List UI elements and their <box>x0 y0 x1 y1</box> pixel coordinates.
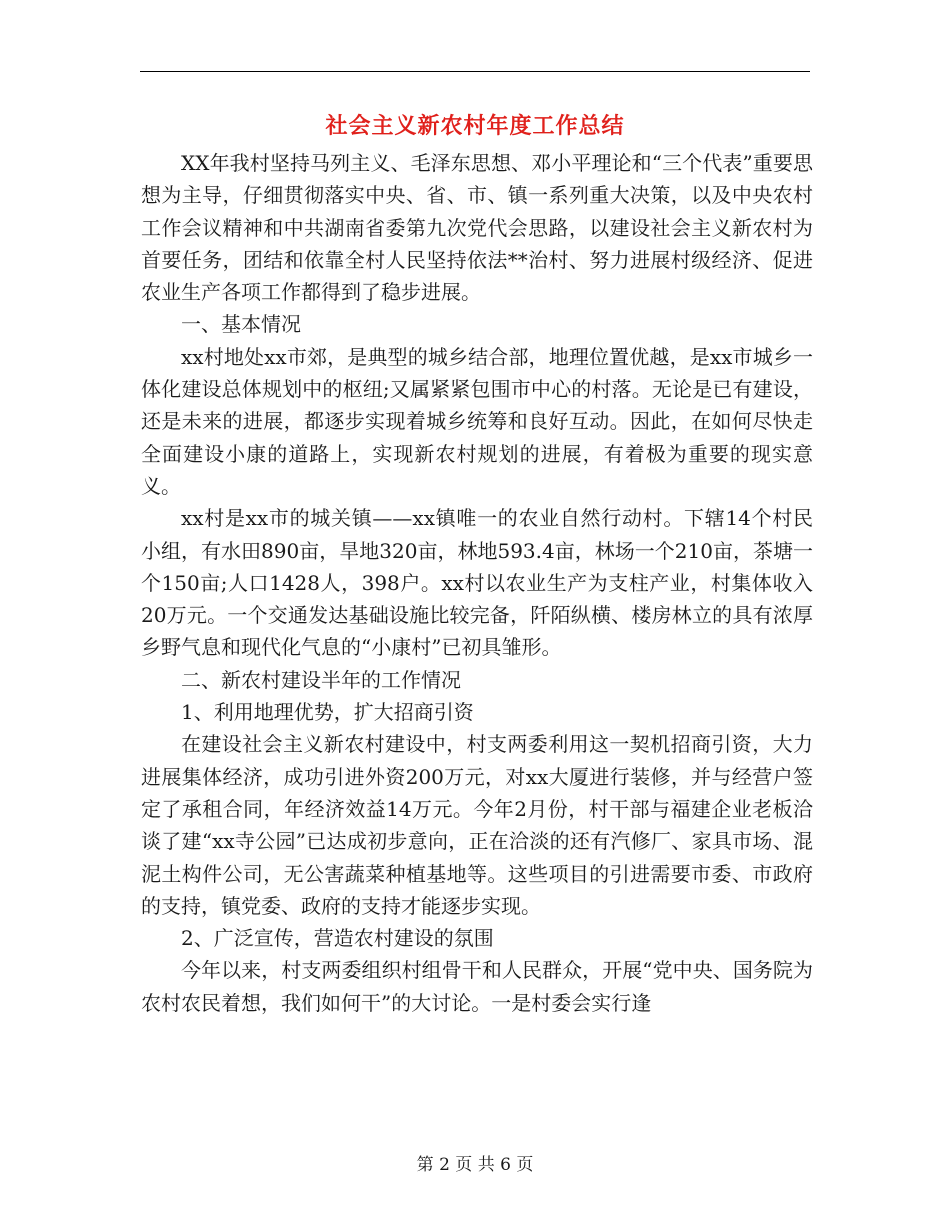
page-footer: 第 2 页 共 6 页 <box>416 1155 534 1175</box>
subheading-publicity: 2、广泛宣传，营造农村建设的氛围 <box>181 926 494 951</box>
paragraph-village-profile: xx村是xx市的城关镇——xx镇唯一的农业自然行动村。下辖14个村民小组，有水田890亩，旱地320亩，林地593.4亩，林场一个210亩，茶塘一个150亩;人口1428人，398户。xx村以农业生产为支柱产业，村集体收入20万元。一个交通发达基础设施比较完备，阡陌纵横、楼房林立的具有浓厚乡野气息和现代化气息的“小康村”已初具雏形。 <box>141 506 813 660</box>
paragraph-publicity: 今年以来，村支两委组织村组骨干和人民群众，开展“党中央、国务院为农村农民着想，我们如何干”的大讨论。一是村委会实行逢 <box>141 958 813 1015</box>
header-rule <box>140 71 810 72</box>
subheading-investment: 1、利用地理优势，扩大招商引资 <box>181 700 474 725</box>
document-body <box>141 147 813 1019</box>
paragraph-location: xx村地处xx市郊，是典型的城乡结合部，地理位置优越，是xx市城乡一体化建设总体规划中的枢纽;又属紧紧包围市中心的村落。无论是已有建设，还是未来的进展，都逐步实现着城乡统筹和良好互动。因此，在如何尽快走全面建设小康的道路上，实现新农村规划的进展，有着极为重要的现实意义。 <box>141 344 813 498</box>
section-heading-work-situation: 二、新农村建设半年的工作情况 <box>181 667 461 692</box>
paragraph-investment: 在建设社会主义新农村建设中，村支两委利用这一契机招商引资，大力进展集体经济，成功引进外资200万元，对xx大厦进行装修，并与经营户签定了承租合同，年经济效益14万元。今年2月份，村干部与福建企业老板洽谈了建“xx寺公园”已达成初步意向，正在洽淡的还有汽修厂、家具市场、混泥土构件公司，无公害蔬菜种植基地等。这些项目的引进需要市委、市政府的支持，镇党委、政府的支持才能逐步实现。 <box>141 732 813 918</box>
paragraph-intro: XX年我村坚持马列主义、毛泽东思想、邓小平理论和“三个代表”重要思想为主导，仔细贯彻落实中央、省、市、镇一系列重大决策，以及中央农村工作会议精神和中共湖南省委第九次党代会思路，以建设社会主义新农村为首要任务，团结和依靠全村人民坚持依法**治村、努力进展村级经济、促进农业生产各项工作都得到了稳步进展。 <box>141 151 813 305</box>
document-title: 社会主义新农村年度工作总结 <box>325 113 625 139</box>
section-heading-basic-situation: 一、基本情况 <box>181 312 301 337</box>
